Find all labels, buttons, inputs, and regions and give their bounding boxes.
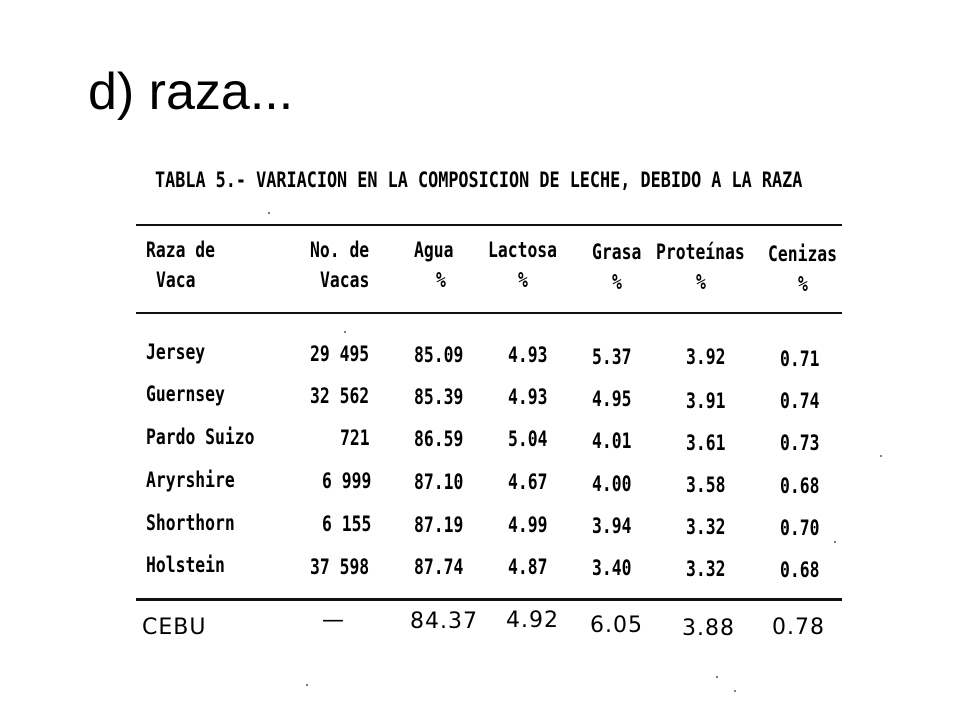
cell-proteinas: 3.92 [686,345,726,369]
cell-agua: 87.19 [414,513,464,537]
cell-lactosa: 4.93 [508,385,548,409]
cell-vacas: 37 598 [310,555,370,579]
cell-lactosa: 4.87 [508,555,548,579]
handwritten-vacas: — [322,608,345,633]
cell-proteinas: 3.32 [686,557,726,581]
cell-lactosa: 5.04 [508,427,548,451]
slide-title: d) raza... [88,63,294,121]
cell-agua: 85.39 [414,385,464,409]
cell-grasa: 3.94 [592,514,632,538]
cell-vacas: 6 155 [322,512,372,536]
bottom-rule [136,598,842,601]
handwritten-proteinas: 3.88 [682,616,735,641]
scan-speck [306,684,308,686]
cell-vacas: 721 [340,426,370,450]
cell-proteinas: 3.58 [686,473,726,497]
cell-lactosa: 4.99 [508,513,548,537]
cell-raza: Holstein [146,553,225,577]
header-vacas-line2: Vacas [320,268,370,292]
header-raza-line2: Vaca [156,268,196,292]
header-lactosa-line2: % [518,268,528,292]
header-grasa-line1: Grasa [592,240,642,264]
header-agua-line2: % [436,268,446,292]
cell-vacas: 32 562 [310,384,370,408]
handwritten-cenizas: 0.78 [772,615,825,640]
cell-proteinas: 3.91 [686,389,726,413]
scan-speck [344,331,346,333]
cell-grasa: 4.01 [592,429,632,453]
cell-cenizas: 0.71 [780,347,820,371]
handwritten-grasa: 6.05 [590,613,643,638]
scan-speck [880,455,882,457]
cell-vacas: 29 495 [310,342,370,366]
scan-speck [268,212,270,214]
cell-agua: 87.74 [414,555,464,579]
cell-raza: Aryrshire [146,468,235,492]
handwritten-agua: 84.37 [410,609,478,634]
cell-lactosa: 4.67 [508,470,548,494]
handwritten-lactosa: 4.92 [506,608,559,633]
cell-grasa: 4.00 [592,472,632,496]
cell-lactosa: 4.93 [508,343,548,367]
cell-cenizas: 0.68 [780,474,820,498]
cell-grasa: 4.95 [592,387,632,411]
header-cenizas-line1: Cenizas [768,242,838,266]
cell-cenizas: 0.74 [780,389,820,413]
header-proteinas-line2: % [696,270,706,294]
header-raza-line1: Raza de [146,238,216,262]
header-agua-line1: Agua [414,238,454,262]
cell-cenizas: 0.73 [780,431,820,455]
cell-vacas: 6 999 [322,469,372,493]
cell-raza: Guernsey [146,382,225,406]
handwritten-raza: CEBU [142,615,207,640]
header-rule [136,312,842,314]
cell-raza: Shorthorn [146,511,235,535]
cell-proteinas: 3.32 [686,515,726,539]
scan-speck [716,676,718,678]
cell-agua: 85.09 [414,343,464,367]
header-cenizas-line2: % [798,272,808,296]
cell-agua: 87.10 [414,470,464,494]
header-lactosa-line1: Lactosa [488,238,558,262]
top-rule [136,224,842,226]
scan-speck [734,690,736,692]
cell-agua: 86.59 [414,427,464,451]
cell-cenizas: 0.68 [780,558,820,582]
cell-raza: Pardo Suizo [146,425,255,449]
table-caption: TABLA 5.- VARIACION EN LA COMPOSICION DE LECHE, DEBIDO A LA RAZA [155,168,803,192]
header-vacas-line1: No. de [310,238,370,262]
header-grasa-line2: % [612,270,622,294]
cell-raza: Jersey [146,340,206,364]
scan-speck [834,541,836,543]
cell-proteinas: 3.61 [686,431,726,455]
cell-grasa: 3.40 [592,556,632,580]
cell-cenizas: 0.70 [780,516,820,540]
header-proteinas-line1: Proteínas [656,240,745,264]
cell-grasa: 5.37 [592,345,632,369]
